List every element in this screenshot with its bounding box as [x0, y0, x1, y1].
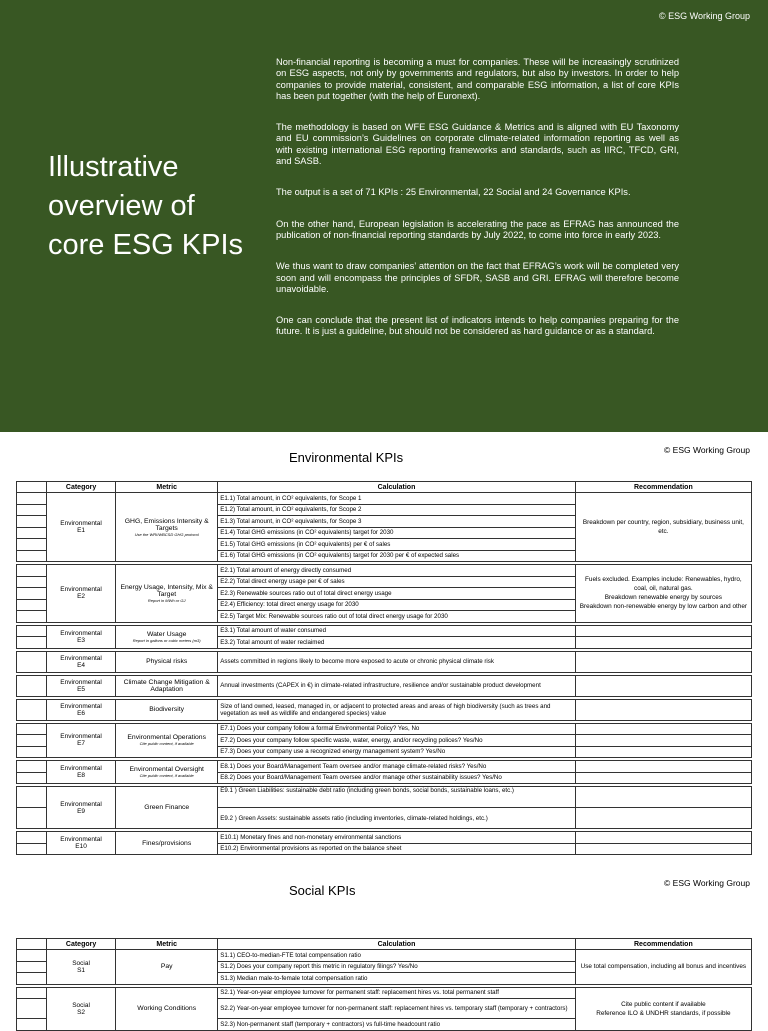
row-marker [17, 832, 47, 844]
row-marker [17, 723, 47, 735]
calculation-cell: E9.1 ) Green Liabilities: sustainable debt ratio (including green bonds, social bonds, sustainable loans, etc.) [218, 787, 575, 808]
calculation-cell: E7.1) Does your company follow a formal Environmental Policy? Yes, No [218, 723, 575, 735]
calculation-cell: E2.3) Renewable sources ratio out of total direct energy usage [218, 588, 575, 600]
calculation-cell: E3.1) Total amount of water consumed [218, 625, 575, 637]
recommendation-cell: Cite public content if available Reference ILO & UNDHR standards, if possible [575, 987, 751, 1030]
calculation-cell: E2.4) Efficiency: total direct energy usage for 2030 [218, 599, 575, 611]
calculation-cell: S2.2) Year-on-year employee turnover for non-permanent staff: replacement hires vs. temporary staff (temporary + contractors) [218, 999, 575, 1019]
metric-header: Metric [116, 939, 218, 950]
category-cell: Environmental E1 [47, 493, 116, 562]
env-copyright: © ESG Working Group [664, 445, 750, 455]
calculation-cell: E1.5) Total GHG emissions (in CO² equivalents) per € of sales [218, 539, 575, 551]
calculation-cell: E1.2) Total amount, in CO² equivalents, for Scope 2 [218, 504, 575, 516]
recommendation-header: Recommendation [575, 482, 751, 493]
row-marker [17, 565, 47, 577]
calculation-cell: E7.2) Does your company follow specific waste, water, energy, and/or recycling polices? Yes/No [218, 735, 575, 747]
category-cell: Social S2 [47, 987, 116, 1030]
empty-header [17, 482, 47, 493]
metric-cell: Environmental Operations Cite public content, if available [116, 723, 218, 758]
category-cell: Social S1 [47, 950, 116, 985]
recommendation-cell: Use total compensation, including all bonus and incentives [575, 950, 751, 985]
category-cell: Environmental E8 [47, 761, 116, 784]
calculation-cell: E2.2) Total direct energy usage per € of sales [218, 576, 575, 588]
social-section-title: Social KPIs [289, 883, 356, 898]
category-cell: Environmental E9 [47, 787, 116, 829]
calculation-header: Calculation [218, 939, 575, 950]
metric-cell: Physical risks [116, 651, 218, 672]
category-cell: Environmental E4 [47, 651, 116, 672]
metric-cell: Biodiversity [116, 699, 218, 720]
calculation-cell: E1.1) Total amount, in CO² equivalents, for Scope 1 [218, 493, 575, 505]
category-cell: Environmental E3 [47, 625, 116, 648]
calculation-cell: E7.3) Does your company use a recognized energy management system? Yes/No [218, 746, 575, 758]
calculation-cell: E3.2) Total amount of water reclaimed [218, 637, 575, 649]
calculation-cell: S2.3) Non-permanent staff (temporary + contractors) vs full-time headcount ratio [218, 1019, 575, 1031]
intro-paragraph: We thus want to draw companies’ attention on the fact that EFRAG’s work will be completed very soon and will encompass the principles of SFDR, SASB and GRI. EFRAG will therefore become unavoidable. [276, 261, 679, 294]
row-marker [17, 787, 47, 808]
metric-cell: Working Conditions [116, 987, 218, 1030]
recommendation-cell [575, 651, 751, 672]
calculation-cell: E1.6) Total GHG emissions (in CO² equivalents) target for 2030 per € of expected sales [218, 550, 575, 562]
recommendation-cell [575, 625, 751, 637]
calculation-cell: E10.2) Environmental provisions as reported on the balance sheet [218, 843, 575, 855]
metric-cell: Pay [116, 950, 218, 985]
recommendation-header: Recommendation [575, 939, 751, 950]
calculation-cell: E10.1) Monetary fines and non-monetary environmental sanctions [218, 832, 575, 844]
recommendation-cell [575, 675, 751, 696]
recommendation-cell [575, 761, 751, 773]
row-marker [17, 699, 47, 720]
calculation-cell: Size of land owned, leased, managed in, or adjacent to protected areas and areas of high biodiversity (such as trees and vegetation as well as wildlife and endangered species) value [218, 699, 575, 720]
recommendation-cell [575, 832, 751, 844]
intro-text [276, 57, 679, 358]
calculation-cell: S1.3) Median male-to-female total compensation ratio [218, 973, 575, 985]
env-section-title: Environmental KPIs [289, 450, 404, 465]
category-cell: Environmental E10 [47, 832, 116, 855]
intro-paragraph: The output is a set of 71 KPIs : 25 Environmental, 22 Social and 24 Governance KPIs. [276, 187, 631, 198]
row-marker [17, 950, 47, 962]
row-marker [17, 987, 47, 999]
metric-cell: Climate Change Mitigation & Adaptation [116, 675, 218, 696]
calculation-cell: S1.2) Does your company report this metric in regulatory filings? Yes/No [218, 961, 575, 973]
category-header: Category [47, 482, 116, 493]
category-cell: Environmental E6 [47, 699, 116, 720]
intro-banner [0, 0, 768, 432]
social-kpi-table [16, 938, 752, 1031]
intro-paragraph: Non-financial reporting is becoming a must for companies. These will be increasingly scrutinized on ESG aspects, not only by governments and regulators, but also by investors. In order to help companies to provide material, consistent, and comparable ESG information, a list of core KPIs has been put together (with the help of Euronext). [276, 57, 679, 101]
recommendation-cell [575, 699, 751, 720]
metric-cell: Water Usage Report in gallons or cubic meters (m3) [116, 625, 218, 648]
calculation-cell: E8.1) Does your Board/Management Team oversee and/or manage climate-related risks? Yes/No [218, 761, 575, 773]
calculation-cell: E8.2) Does your Board/Management Team oversee and/or manage other sustainability issues? Yes/No [218, 772, 575, 784]
category-cell: Environmental E5 [47, 675, 116, 696]
calculation-cell: E2.5) Target Mix: Renewable sources ratio out of total direct energy usage for 2030 [218, 611, 575, 623]
metric-cell: Energy Usage, Intensity, Mix & Target Report in MWh or GJ [116, 565, 218, 623]
env-kpi-table [16, 481, 752, 855]
metric-cell: Green Finance [116, 787, 218, 829]
recommendation-cell: Fuels excluded. Examples include: Renewables, hydro, coal, oil, natural gas. Breakdown renewable energy by sources Breakdown non-renewable energy by low carbon and other [575, 565, 751, 623]
intro-paragraph: One can conclude that the present list of indicators intends to help companies preparing for the future. It is just a guideline, but should not be considered as hard guidance or as a standard. [276, 315, 679, 337]
metric-cell: Fines/provisions [116, 832, 218, 855]
recommendation-cell: Breakdown per country, region, subsidiary, business unit, etc. [575, 493, 751, 562]
category-header: Category [47, 939, 116, 950]
banner-copyright: © ESG Working Group [659, 11, 750, 21]
page-title: Illustrative overview of core ESG KPIs [48, 151, 244, 261]
intro-paragraph: The methodology is based on WFE ESG Guidance & Metrics and is aligned with EU Taxonomy and EU commission’s Guidelines on corporate climate-related information reporting as well as with existing international ESG reporting frameworks and standards, such as IIRC, TFCD, GRI, and SASB. [276, 122, 679, 167]
row-marker [17, 675, 47, 696]
category-cell: Environmental E7 [47, 723, 116, 758]
metric-cell: Environmental Oversight Cite public content, if available [116, 761, 218, 784]
calculation-cell: Annual investments (CAPEX in €) in climate-related infrastructure, resilience and/or sustainable product development [218, 675, 575, 696]
category-cell: Environmental E2 [47, 565, 116, 623]
row-marker [17, 625, 47, 637]
calculation-cell: E9.2 ) Green Assets: sustainable assets ratio (including inventories, climate-related holdings, etc.) [218, 808, 575, 829]
metric-header: Metric [116, 482, 218, 493]
calculation-header: Calculation [218, 482, 575, 493]
social-copyright: © ESG Working Group [664, 878, 750, 888]
calculation-cell: S1.1) CEO-to-median-FTE total compensation ratio [218, 950, 575, 962]
calculation-cell: E1.4) Total GHG emissions (in CO² equivalents) target for 2030 [218, 527, 575, 539]
calculation-cell: S2.1) Year-on-year employee turnover for permanent staff: replacement hires vs. total permanent staff [218, 987, 575, 999]
row-marker [17, 651, 47, 672]
recommendation-cell [575, 787, 751, 808]
row-marker [17, 493, 47, 505]
calculation-cell: E2.1) Total amount of energy directly consumed [218, 565, 575, 577]
empty-header [17, 939, 47, 950]
metric-cell: GHG, Emissions Intensity & Targets Use the WRI/WBCSD GHG protocol [116, 493, 218, 562]
row-marker [17, 761, 47, 773]
intro-paragraph: On the other hand, European legislation is accelerating the pace as EFRAG has announced the publication of non-financial reporting standards by July 2022, to come into force in early 2023. [276, 218, 679, 240]
recommendation-cell [575, 723, 751, 735]
calculation-cell: Assets committed in regions likely to become more exposed to acute or chronic physical climate risk [218, 651, 575, 672]
calculation-cell: E1.3) Total amount, in CO² equivalents, for Scope 3 [218, 516, 575, 528]
